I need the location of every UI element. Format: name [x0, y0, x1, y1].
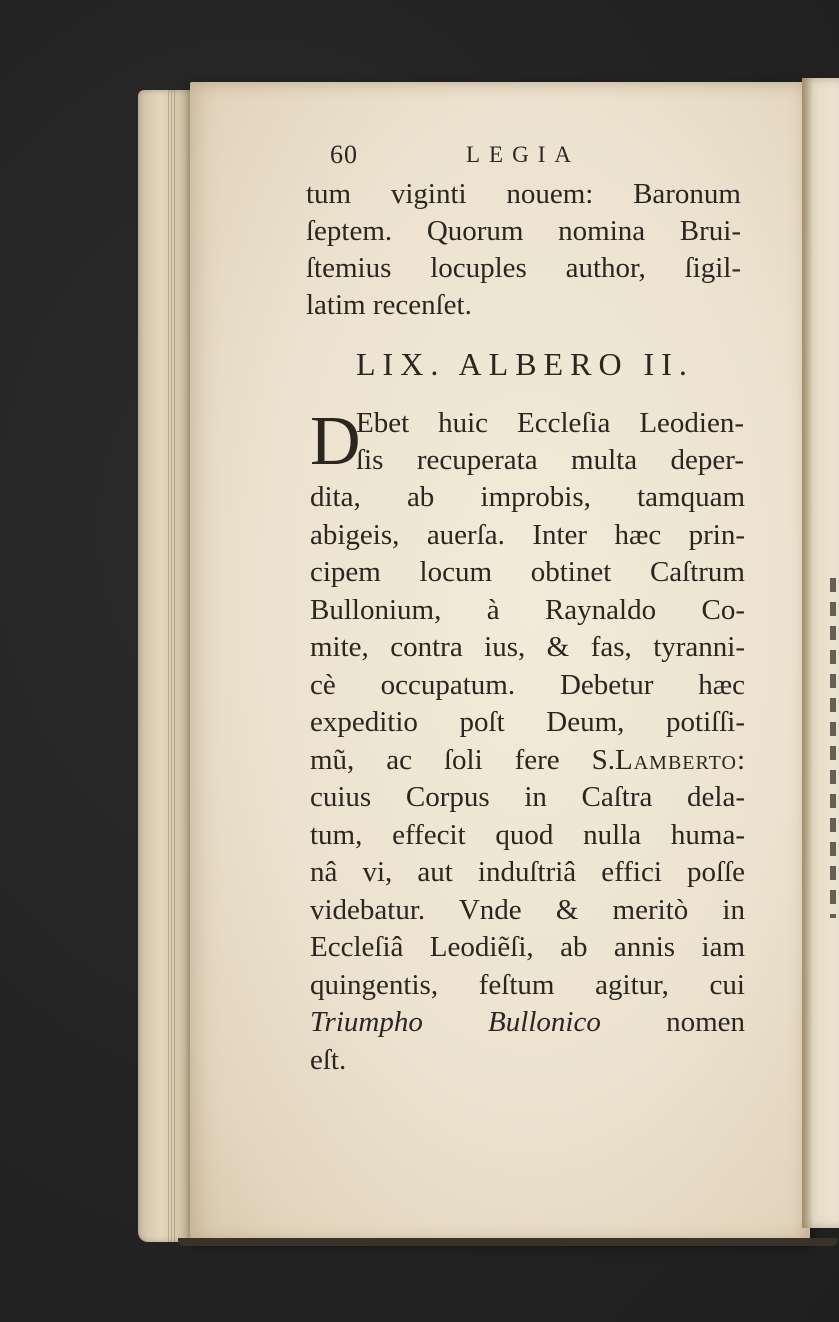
drop-cap: D: [310, 403, 361, 480]
text-line: ſtemius locuples author, ſigil-: [306, 252, 741, 284]
section-heading: LIX. ALBERO II.: [356, 346, 694, 382]
text-line: eſt.: [310, 1043, 347, 1076]
text-line: Eccleſiâ Leodiẽſi, ab annis iam: [310, 931, 745, 963]
text-line: tum viginti nouem: Baronum: [306, 178, 741, 210]
main-paragraph: [310, 405, 762, 1079]
text-line: dita, ab improbis, tamquam: [310, 481, 745, 513]
text-line: cipem locum obtinet Caſtrum: [310, 556, 745, 588]
text-line: ſis recuperata multa deper-: [356, 444, 744, 476]
text-line: Bullonium, à Raynaldo Co-: [310, 593, 745, 626]
text-line: ſeptem. Quorum nomina Brui-: [306, 215, 741, 247]
running-head-title: LEGIA: [466, 142, 580, 167]
text-line: videbatur. Vnde & meritò in: [310, 893, 745, 926]
book-cover-edge: [178, 1238, 838, 1246]
running-head: [302, 132, 762, 176]
feast-name: Triumpho Bullonico: [310, 1006, 601, 1038]
saint-name: Lamberto: [615, 743, 737, 776]
facing-page-edge: [802, 78, 839, 1228]
text-line: latim recenſet.: [306, 289, 472, 321]
text-line: abigeis, auerſa. Inter hæc prin-: [310, 518, 745, 551]
text-block: [302, 132, 762, 1079]
text-line: nâ vi, aut induſtriâ effici poſſe: [310, 856, 745, 888]
text-fragment: :: [736, 743, 745, 776]
text-line: Ebet huic Eccleſia Leodien-: [356, 407, 744, 439]
text-line: mite, contra ius, & fas, tyranni-: [310, 631, 745, 663]
text-line-lamberto: [310, 742, 745, 780]
intro-paragraph: [302, 176, 762, 324]
text-line: cè occupatum. Debetur hæc: [310, 668, 745, 701]
facing-page-text-marks: [830, 578, 836, 918]
text-fragment: mũ, ac ſoli fere S.: [310, 743, 615, 776]
text-line: quingentis, feſtum agitur, cui: [310, 968, 745, 1001]
text-line: tum, effecit quod nulla huma-: [310, 818, 745, 851]
text-line-triumph: [310, 1004, 745, 1042]
text-line: expeditio poſt Deum, potiſſi-: [310, 706, 745, 738]
text-line: cuius Corpus in Caſtra dela-: [310, 781, 745, 813]
text-fragment: nomen: [600, 1006, 745, 1038]
page-number: 60: [330, 140, 358, 169]
